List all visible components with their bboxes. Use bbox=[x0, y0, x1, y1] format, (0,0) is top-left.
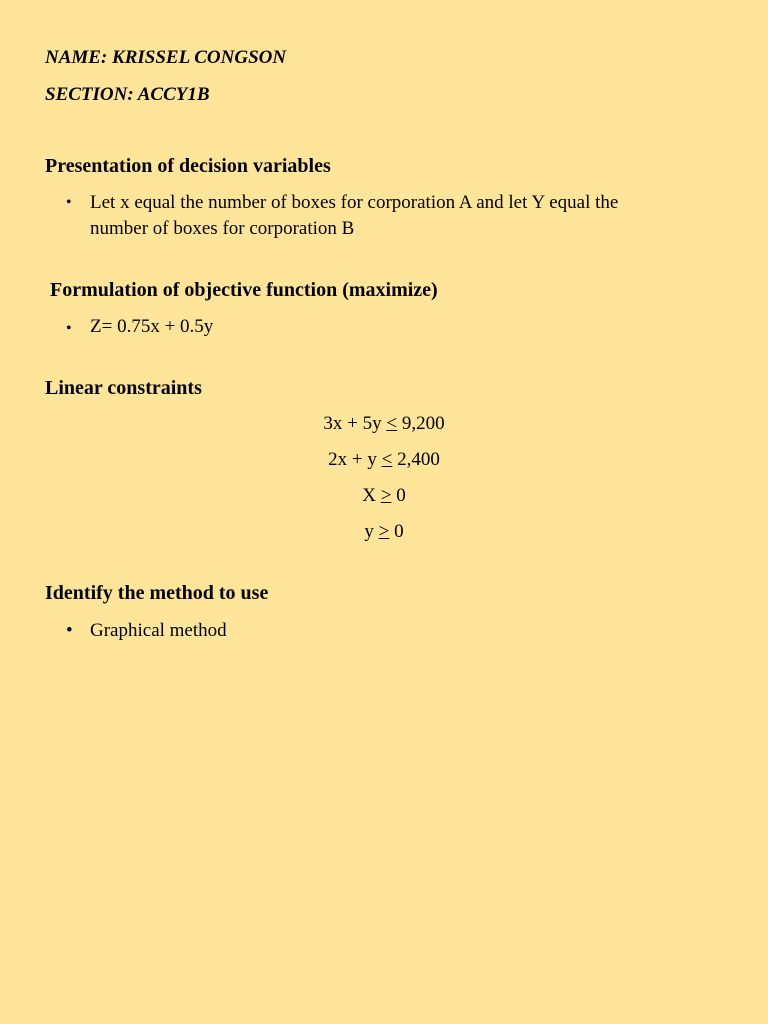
constraint-3-right: 0 bbox=[391, 485, 406, 506]
decision-variables-text-line-1: Let x equal the number of boxes for corporation A and let Y equal the bbox=[90, 192, 619, 213]
student-name: NAME: KRISSEL CONGSON bbox=[45, 47, 287, 68]
decision-variables-text-line-2: number of boxes for corporation B bbox=[90, 218, 355, 239]
constraint-4-left: y bbox=[364, 521, 379, 542]
method-text: Graphical method bbox=[90, 620, 227, 641]
constraint-1-right: 9,200 bbox=[397, 413, 445, 434]
bullet-dot: • bbox=[66, 320, 72, 337]
constraint-3 bbox=[0, 485, 768, 507]
constraint-4-symbol: > bbox=[378, 521, 390, 542]
constraint-4-right: 0 bbox=[389, 521, 404, 542]
objective-function-heading: Formulation of objective function (maximize) bbox=[50, 279, 438, 301]
constraint-2-right: 2,400 bbox=[392, 449, 440, 470]
constraint-3-left: X bbox=[362, 485, 381, 506]
constraint-3-symbol: > bbox=[380, 485, 392, 506]
constraint-2 bbox=[0, 449, 768, 471]
constraint-2-symbol: < bbox=[381, 449, 393, 470]
objective-function-text: Z= 0.75x + 0.5y bbox=[90, 316, 214, 337]
student-section: SECTION: ACCY1B bbox=[45, 84, 210, 105]
constraint-1-symbol: < bbox=[386, 413, 398, 434]
linear-constraints-heading: Linear constraints bbox=[45, 377, 202, 399]
decision-variables-heading: Presentation of decision variables bbox=[45, 155, 331, 177]
bullet-dot: • bbox=[66, 620, 73, 641]
constraint-4 bbox=[0, 521, 768, 543]
constraint-1 bbox=[0, 413, 768, 435]
constraint-1-left: 3x + 5y bbox=[323, 413, 387, 434]
method-heading: Identify the method to use bbox=[45, 582, 269, 604]
bullet-dot: • bbox=[66, 194, 72, 211]
constraint-2-left: 2x + y bbox=[328, 449, 382, 470]
